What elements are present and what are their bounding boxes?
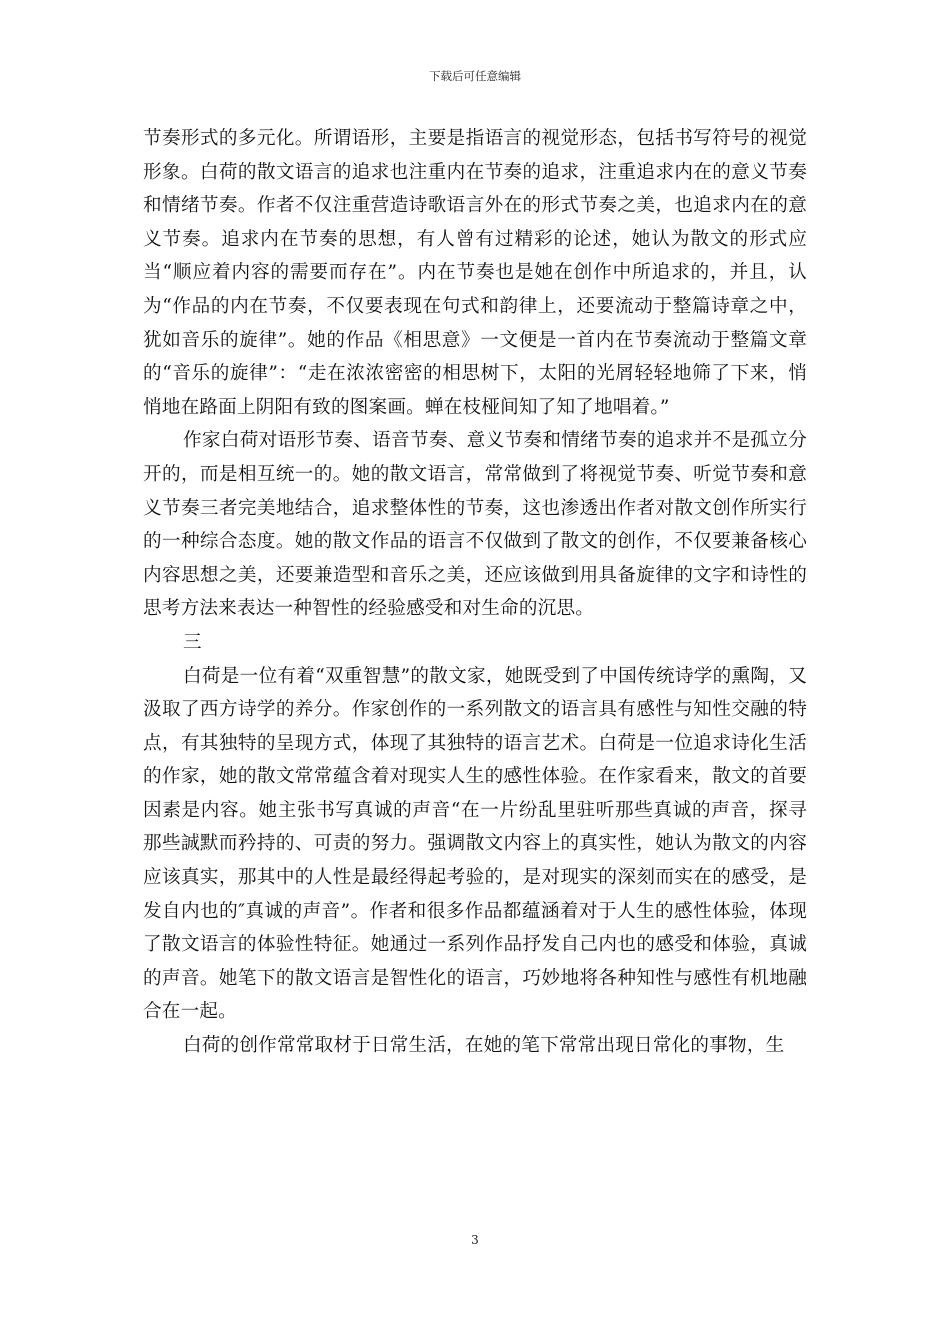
page-number: 3	[471, 1233, 479, 1247]
paragraph: 白荷的创作常常取材于日常生活，在她的笔下常常出现日常化的事物，生	[183, 1035, 785, 1057]
document-body	[143, 122, 807, 1063]
paragraph: 白荷是一位有着“双重智慧”的散文家，她既受到了中国传统诗学的熏陶，又汲取了西方诗学的养分。作家创作的一系列散文的语言具有感性与知性交融的特点，有其独特的呈现方式，体现了其独特的语言艺术。白荷是一位追求诗化生活的作家，她的散文常常蕴含着对现实人生的感性体验。在作家看来，散文的首要因素是内容。她主张书写真诚的声音“在一片纷乱里驻听那些真诚的声音，探寻那些誠默而矜持的、可责的努力。强调散文内容上的真实性，她认为散文的内容应该真实，那其中的人性是最经得起考验的，是对现实的深刻而实在的感受，是发自内也的″真诚的声音”。作者和很多作品都蕴涵着对于人生的感性体验，体现了散文语言的体验性特征。她通过一系列作品抒发自己内也的感受和体验，真诚的声音。她笔下的散文语言是智性化的语言，巧妙地将各种知性与感性有机地融合在一起。	[143, 665, 807, 1023]
paragraph: 作家白荷对语形节奏、语音节奏、意义节奏和情绪节奏的追求并不是孤立分开的，而是相互统一的。她的散文语言，常常做到了将视觉节奏、听觉节奏和意义节奏三者完美地结合，追求整体性的节奏，这也渗透出作者对散文创作所实行的一种综合态度。她的散文作品的语言不仅做到了散文的创作，不仅要兼备核心内容思想之美，还要兼造型和音乐之美，还应该做到用具备旋律的文字和诗性的思考方法来表达一种智性的经验感受和对生命的沉思。	[143, 430, 807, 620]
paragraph-continued: 节奏形式的多元化。所谓语形，主要是指语言的视觉形态，包括书写符号的视觉形象。白荷的散文语言的追求也注重内在节奏的追求，注重追求内在的意义节奏和情绪节奏。作者不仅注重营造诗歌语言外在的形式节奏之美，也追求内在的意义节奏。追求内在节奏的思想，有人曾有过精彩的论述，她认为散文的形式应当“顺应着内容的需要而存在”。内在节奏也是她在创作中所追求的，并且，认为“作品的内在节奏，不仅要表现在句式和韵律上，还要流动于整篇诗章之中，犹如音乐的旋律”。她的作品《相思意》一文便是一首内在节奏流动于整篇文章的“音乐的旋律”：“走在浓浓密密的相思树下，太阳的光屑轻轻地筛了下来，悄悄地在路面上阴阳有致的图案画。蝉在枝桠间知了知了地唱着。”	[143, 128, 807, 418]
section-heading: 三	[183, 631, 202, 653]
page-header: 下载后可任意编辑	[429, 69, 521, 83]
